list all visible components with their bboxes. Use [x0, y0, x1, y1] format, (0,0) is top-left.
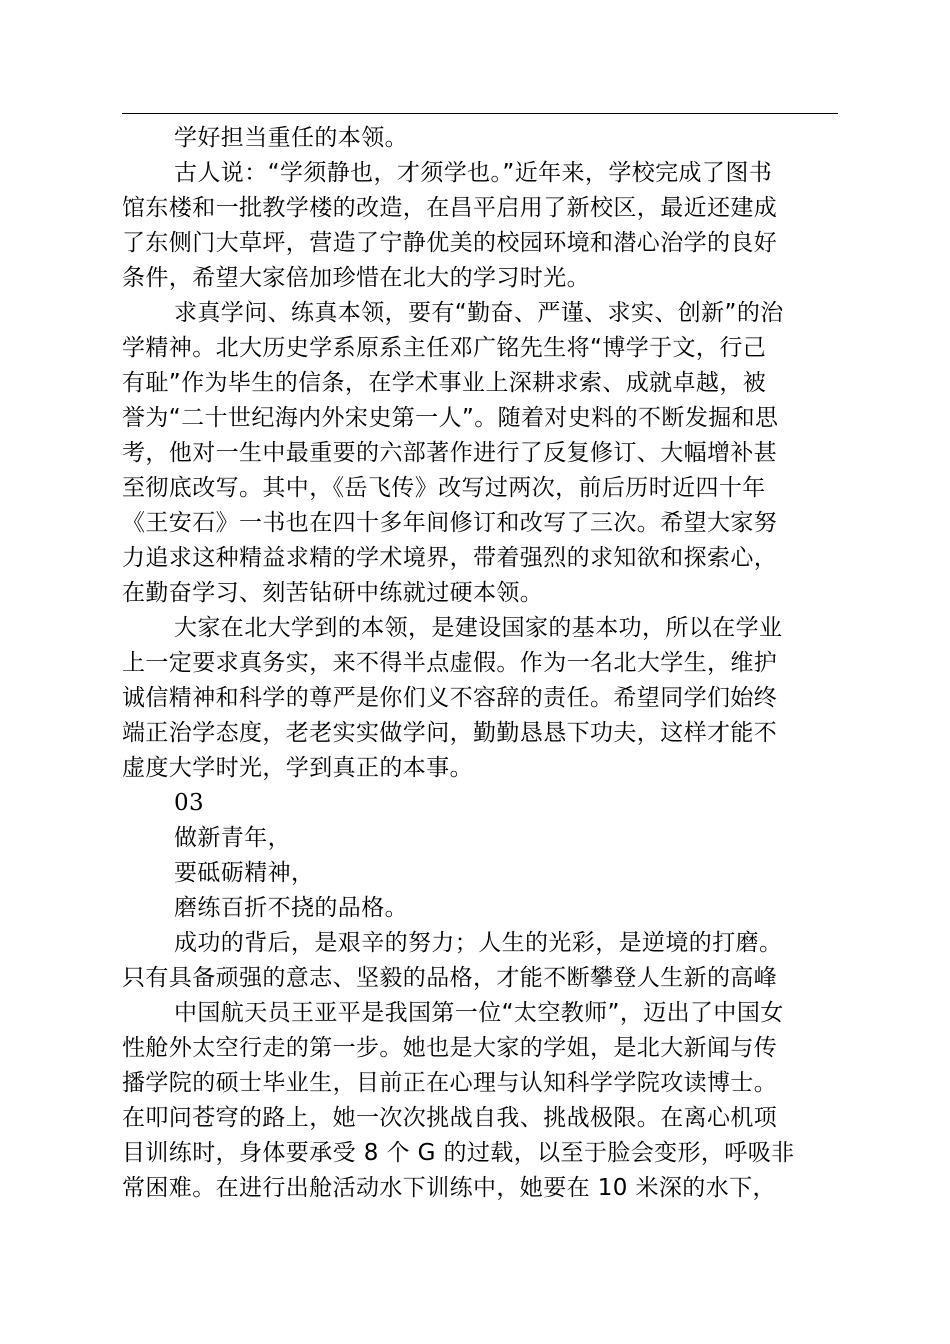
- header-rule: [122, 113, 838, 114]
- text-line: 考，他对一生中最重要的六部著作进行了反复修订、大幅增补甚: [122, 440, 778, 466]
- text-line: 馆东楼和一批教学楼的改造，在昌平启用了新校区，最近还建成: [122, 195, 778, 221]
- text-line: 条件，希望大家倍加珍惜在北大的学习时光。: [122, 265, 590, 291]
- text-line: 诚信精神和科学的尊严是你们义不容辞的责任。希望同学们始终: [122, 685, 778, 711]
- text-line: 性舱外太空行走的第一步。她也是大家的学姐，是北大新闻与传: [122, 1035, 778, 1061]
- text-line: 誉为“二十世纪海内外宋史第一人”。随着对史料的不断发掘和思: [122, 405, 779, 431]
- text-line: 学精神。北大历史学系原系主任邓广铭先生将“博学于文，行己: [122, 335, 767, 361]
- section-number: 03: [174, 790, 205, 816]
- text-line: 至彻底改写。其中，《岳飞传》改写过两次，前后历时近四十年: [122, 475, 766, 501]
- text-line: 学好担当重任的本领。: [174, 125, 408, 151]
- text-line: 力追求这种精益求精的学术境界，带着强烈的求知欲和探索心，: [122, 545, 778, 571]
- text-line: 古人说：“学须静也，才须学也。”近年来，学校完成了图书: [174, 160, 773, 186]
- text-line: 在勤奋学习、刻苦钻研中练就过硬本领。: [122, 580, 544, 606]
- text-line: 大家在北大学到的本领，是建设国家的基本功，所以在学业: [174, 615, 783, 641]
- text-line: 求真学问、练真本领，要有“勤奋、严谨、求实、创新”的治: [174, 300, 784, 326]
- text-line: 中国航天员王亚平是我国第一位“太空教师”，迈出了中国女: [174, 1000, 784, 1026]
- text-line: 虚度大学时光，学到真正的本事。: [122, 755, 473, 781]
- text-line: 常困难。在进行出舱活动水下训练中，她要在 10 米深的水下，: [122, 1175, 776, 1201]
- text-line: 《王安石》一书也在四十多年间修订和改写了三次。希望大家努: [122, 510, 778, 536]
- text-line: 了东侧门大草坪，营造了宁静优美的校园环境和潜心治学的良好: [122, 230, 778, 256]
- text-line: 端正治学态度，老老实实做学问，勤勤恳恳下功夫，这样才能不: [122, 720, 778, 746]
- section-heading-line: 磨练百折不挠的品格。: [174, 895, 408, 921]
- text-line: 有耻”作为毕生的信条，在学术事业上深耕求索、成就卓越，被: [122, 370, 767, 396]
- text-line: 播学院的硕士毕业生，目前正在心理与认知科学学院攻读博士。: [122, 1070, 778, 1096]
- section-heading-line: 要砥砺精神，: [174, 860, 315, 886]
- text-line: 目训练时，身体要承受 8 个 G 的过载，以至于脸会变形，呼吸非: [122, 1140, 795, 1166]
- text-line: 成功的背后，是艰辛的努力；人生的光彩，是逆境的打磨。: [174, 930, 783, 956]
- section-heading-line: 做新青年，: [174, 825, 291, 851]
- text-line: 上一定要求真务实，来不得半点虚假。作为一名北大学生，维护: [122, 650, 778, 676]
- text-line: 在叩问苍穹的路上，她一次次挑战自我、挑战极限。在离心机项: [122, 1105, 778, 1131]
- document-body: [122, 121, 838, 1206]
- text-line: 只有具备顽强的意志、坚毅的品格，才能不断攀登人生新的高峰: [122, 965, 778, 991]
